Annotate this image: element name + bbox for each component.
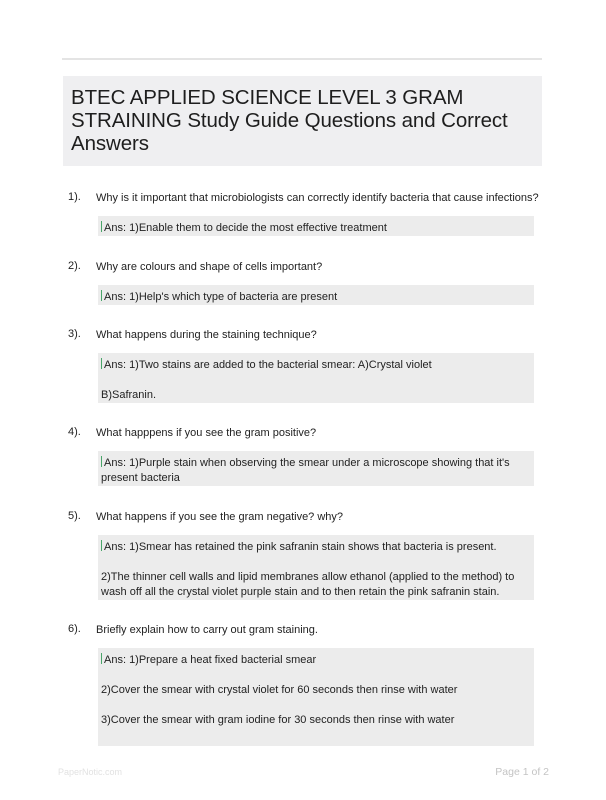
page-indicator: Page 1 of 2 (495, 766, 549, 778)
answer-box (98, 648, 534, 746)
answer-line: Ans: 1)Help's which type of bacteria are present (104, 291, 338, 303)
question-number: 4). (68, 426, 81, 438)
answer-line: Ans: 1)Purple stain when observing the smear under a microscope showing that it's present bacteria (101, 457, 510, 484)
answer-line: Ans: 1)Two stains are added to the bacterial smear: A)Crystal violet (104, 359, 432, 371)
answer-line: 2)Cover the smear with crystal violet for 60 seconds then rinse with water (101, 684, 458, 696)
question-number: 2). (68, 260, 81, 272)
question-number: 3). (68, 328, 81, 340)
top-divider (62, 58, 542, 60)
answer-marker (101, 653, 102, 664)
question-text: Why are colours and shape of cells important? (96, 261, 323, 273)
question-number: 6). (68, 623, 81, 635)
answer-marker (101, 221, 102, 232)
answer-line: 3)Cover the smear with gram iodine for 30 seconds then rinse with water (101, 714, 455, 726)
footer-watermark: PaperNotic.com (58, 767, 123, 777)
answer-box (98, 285, 534, 305)
answer-marker (101, 358, 102, 369)
question-number: 5). (68, 510, 81, 522)
answer-box (98, 535, 534, 600)
answer-line: Ans: 1)Enable them to decide the most effective treatment (104, 222, 387, 234)
question-text: What happens if you see the gram negative? why? (96, 511, 344, 523)
answer-box (98, 451, 534, 486)
question-text: What happpens if you see the gram positive? (96, 427, 317, 439)
answer-box (98, 353, 534, 403)
answer-line: 2)The thinner cell walls and lipid membranes allow ethanol (applied to the method) to wash off all the crystal violet purple stain and to then retain the pink safranin stain. (101, 571, 515, 598)
question-text: Why is it important that microbiologists can correctly identify bacteria that cause infections? (96, 192, 539, 204)
answer-marker (101, 456, 102, 467)
title-box (63, 76, 542, 166)
question-number: 1). (68, 191, 81, 203)
answer-marker (101, 540, 102, 551)
answer-marker (101, 290, 102, 301)
answer-line: Ans: 1)Prepare a heat fixed bacterial smear (104, 654, 317, 666)
page-title: BTEC APPLIED SCIENCE LEVEL 3 GRAM STRAINING Study Guide Questions and Correct Answers (71, 86, 508, 155)
answer-line: B)Safranin. (101, 389, 157, 401)
question-text: Briefly explain how to carry out gram staining. (96, 624, 318, 636)
answer-line: Ans: 1)Smear has retained the pink safranin stain shows that bacteria is present. (104, 541, 497, 553)
question-text: What happens during the staining technique? (96, 329, 317, 341)
answer-box (98, 216, 534, 236)
